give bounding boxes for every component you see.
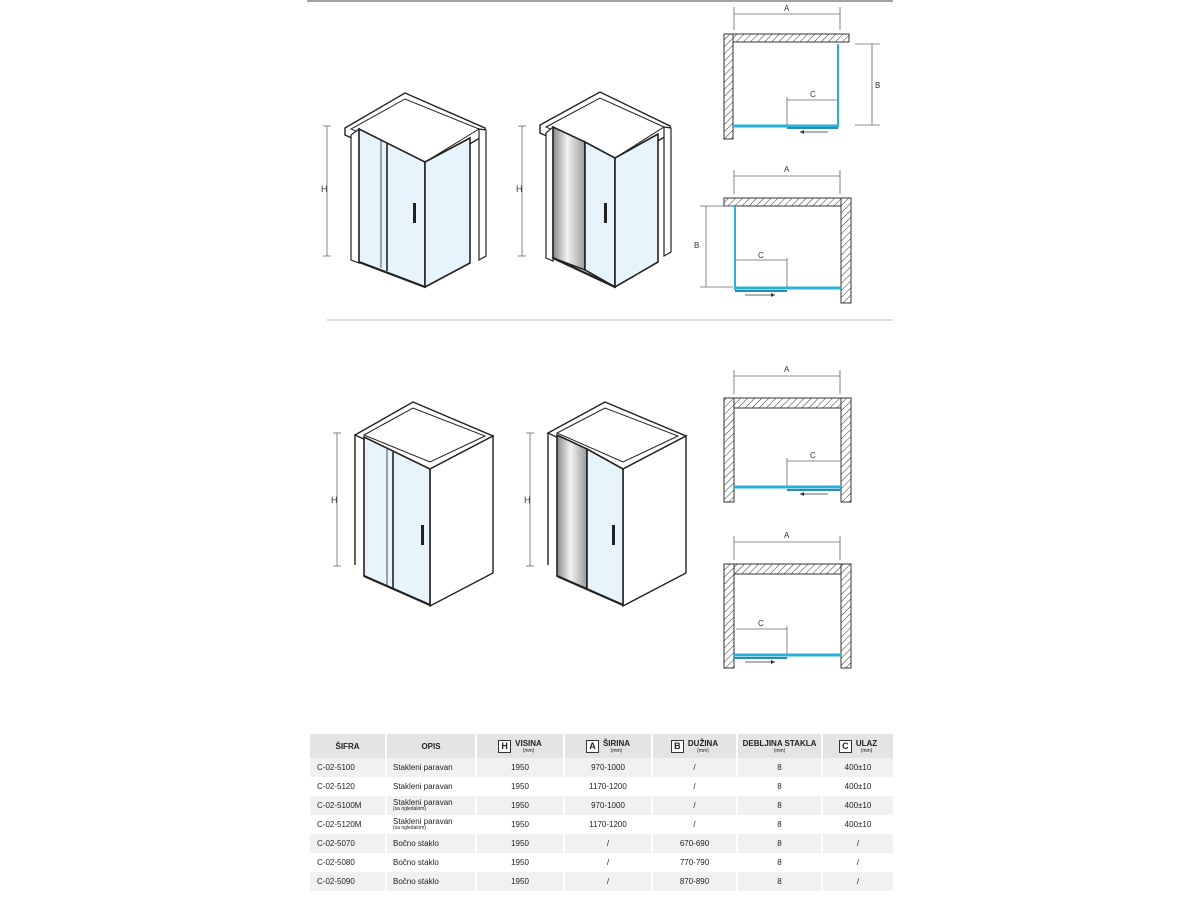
- dimension-h-1: [321, 126, 331, 256]
- col-header-description: OPIS: [387, 734, 475, 758]
- cell-width: 970-1000: [565, 758, 651, 777]
- cell-depth: /: [653, 777, 736, 796]
- cell-depth: /: [653, 815, 736, 834]
- cell-entry: /: [823, 834, 893, 853]
- specification-table: [308, 734, 895, 891]
- iso-corner-glass: [345, 93, 486, 287]
- table-row: [310, 777, 893, 796]
- cell-description: Stakleni paravan: [387, 777, 475, 796]
- cell-code: C-02-5100M: [310, 796, 385, 815]
- cell-height: 1950: [477, 777, 563, 796]
- width-label: A: [784, 365, 790, 374]
- col-header-entry: C ULAZ (mm): [823, 734, 893, 758]
- width-label: A: [784, 165, 790, 174]
- depth-label: B: [875, 81, 881, 90]
- cell-entry: 400±10: [823, 777, 893, 796]
- dimension-h-4: [524, 433, 534, 566]
- table-row: [310, 815, 893, 834]
- entry-label: C: [810, 90, 816, 99]
- height-label: H: [524, 495, 531, 505]
- table-row: [310, 758, 893, 777]
- col-header-height: H VISINA (mm): [477, 734, 563, 758]
- cell-depth: 770-790: [653, 853, 736, 872]
- cell-entry: 400±10: [823, 815, 893, 834]
- cell-code: C-02-5120M: [310, 815, 385, 834]
- cell-width: /: [565, 853, 651, 872]
- cell-code: C-02-5080: [310, 853, 385, 872]
- cell-description: Stakleni paravan: [387, 758, 475, 777]
- cell-width: 1170-1200: [565, 777, 651, 796]
- cell-entry: /: [823, 872, 893, 891]
- cell-code: C-02-5100: [310, 758, 385, 777]
- table-row: [310, 872, 893, 891]
- cell-glass: 8: [738, 758, 821, 777]
- cell-description: Stakleni paravan (sa ogledalom): [387, 796, 475, 815]
- width-label: A: [784, 4, 790, 13]
- cell-height: 1950: [477, 758, 563, 777]
- cell-width: /: [565, 872, 651, 891]
- cell-description: Bočno staklo: [387, 853, 475, 872]
- cell-height: 1950: [477, 872, 563, 891]
- iso-niche-glass: [355, 402, 493, 606]
- plan-view-1: [724, 4, 880, 139]
- cell-glass: 8: [738, 853, 821, 872]
- depth-label: B: [694, 241, 700, 250]
- cell-depth: /: [653, 796, 736, 815]
- col-header-glass-thickness: DEBLJINA STAKLA (mm): [738, 734, 821, 758]
- table-row: [310, 853, 893, 872]
- height-letter-icon: H: [498, 740, 511, 753]
- cell-height: 1950: [477, 815, 563, 834]
- col-header-width: A ŠIRINA (mm): [565, 734, 651, 758]
- cell-depth: /: [653, 758, 736, 777]
- cell-height: 1950: [477, 834, 563, 853]
- table-row: [310, 834, 893, 853]
- cell-glass: 8: [738, 777, 821, 796]
- entry-label: C: [810, 451, 816, 460]
- dimension-h-3: [331, 433, 341, 566]
- cell-description: Bočno staklo: [387, 872, 475, 891]
- col-header-code: ŠIFRA: [310, 734, 385, 758]
- plan-view-3: [724, 365, 851, 502]
- cell-code: C-02-5090: [310, 872, 385, 891]
- cell-description: Bočno staklo: [387, 834, 475, 853]
- cell-glass: 8: [738, 815, 821, 834]
- cell-code: C-02-5120: [310, 777, 385, 796]
- cell-width: /: [565, 834, 651, 853]
- cell-height: 1950: [477, 796, 563, 815]
- cell-entry: 400±10: [823, 758, 893, 777]
- cell-depth: 870-890: [653, 872, 736, 891]
- plan-view-2: [694, 165, 851, 303]
- cell-glass: 8: [738, 872, 821, 891]
- cell-width: 970-1000: [565, 796, 651, 815]
- cell-code: C-02-5070: [310, 834, 385, 853]
- cell-glass: 8: [738, 796, 821, 815]
- cell-entry: /: [823, 853, 893, 872]
- iso-niche-mirror: [548, 402, 686, 606]
- cell-entry: 400±10: [823, 796, 893, 815]
- entry-label: C: [758, 251, 764, 260]
- entry-letter-icon: C: [839, 740, 852, 753]
- iso-corner-mirror: [540, 92, 671, 287]
- height-label: H: [516, 184, 523, 194]
- cell-height: 1950: [477, 853, 563, 872]
- width-letter-icon: A: [586, 740, 599, 753]
- dimension-h-2: [516, 126, 526, 256]
- cell-depth: 670-690: [653, 834, 736, 853]
- height-label: H: [331, 495, 338, 505]
- height-label: H: [321, 184, 328, 194]
- entry-label: C: [758, 619, 764, 628]
- depth-letter-icon: B: [671, 740, 684, 753]
- table-row: [310, 796, 893, 815]
- plan-view-4: [724, 531, 851, 668]
- col-header-depth: B DUŽINA (mm): [653, 734, 736, 758]
- cell-width: 1170-1200: [565, 815, 651, 834]
- cell-description: Stakleni paravan (sa ogledalom): [387, 815, 475, 834]
- cell-glass: 8: [738, 834, 821, 853]
- table-header-row: [310, 734, 893, 758]
- width-label: A: [784, 531, 790, 540]
